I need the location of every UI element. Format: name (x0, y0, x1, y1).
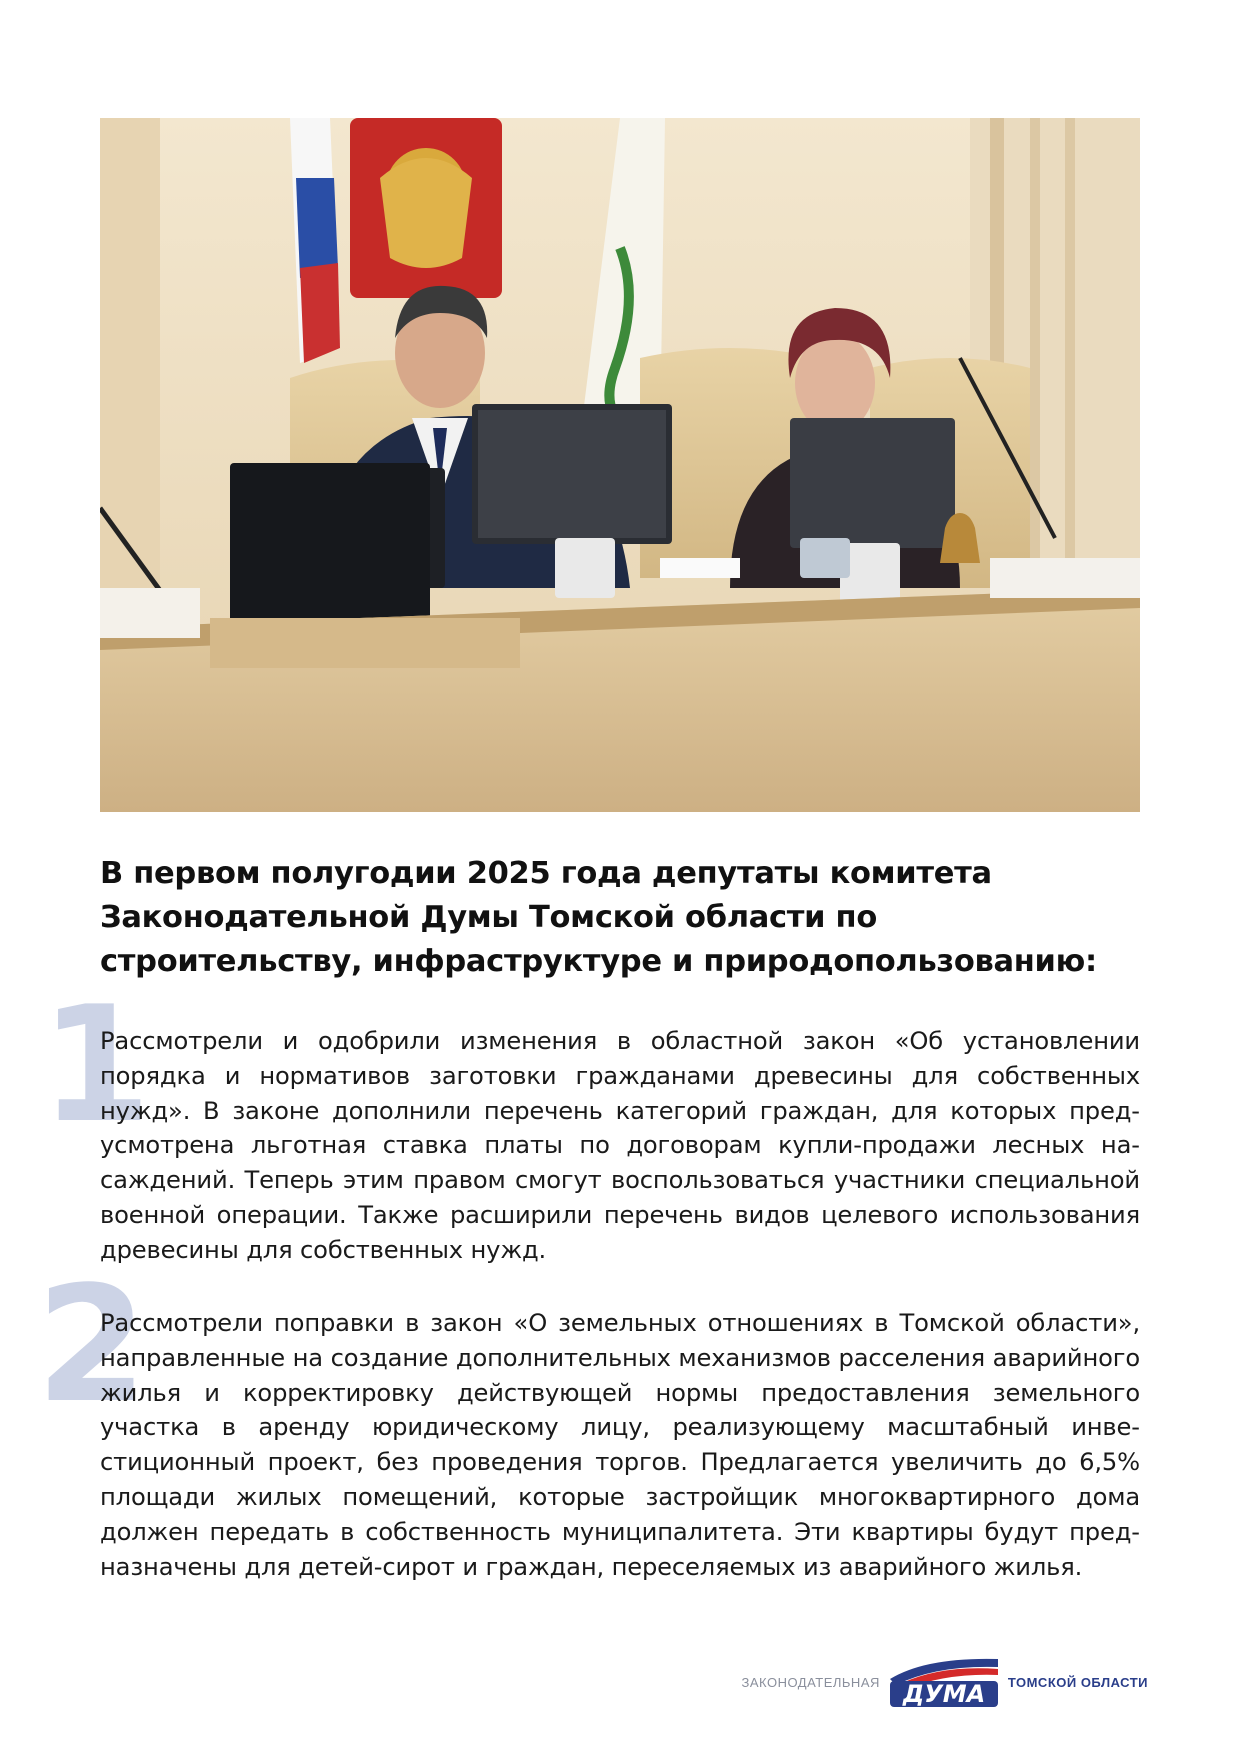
logo-left-text: ЗАКОНОДАТЕЛЬНАЯ (741, 1674, 880, 1690)
duma-logo (742, 1652, 1148, 1712)
item-number-2: 2 (36, 1251, 148, 1438)
logo-word: ДУМА (902, 1680, 986, 1708)
item-text-1: Рассмотрели и одобрили изменения в областной закон «Об установлении порядка и нормативов заготовки гражданами древесины для собственных нужд». В законе дополнили перечень категорий граждан, для которых предусмотрена льготная ставка платы по договорам купли-продажи лесных насаждений. Теперь этим правом смогут воспользоваться участники специальной военной операции. Также расширили перечень видов целевого использования древесины для собственных нужд. (100, 1027, 1140, 1264)
duma-logo-mark (886, 1653, 1002, 1711)
meeting-photo (100, 118, 1140, 812)
item-number-1: 1 (40, 971, 152, 1158)
item-text-2: Рассмотрели поправки в закон «О земельных отношениях в Томской области», направленные на создание дополнительных механизмов расселения аварийного жилья и корректировку действующей нормы предоставления земельного участка в аренду юридическому лицу, реализующему масштабный инвестиционный проект, без проведения торгов. Предлагается увеличить до 6,5% площади жилых помещений, которые застройщик многоквартирного дома должен передать в собственность муниципалитета. Эти квартиры будут предназначены для детей-сирот и граждан, переселяемых из аварийного жилья. (100, 1309, 1140, 1581)
page-heading: В первом полугодии 2025 года депутаты комитета Законодательной Думы Томской области по строительству, инфраструктуре и природопользованию: (100, 856, 1097, 979)
logo-right-text: ТОМСКОЙ ОБЛАСТИ (1007, 1674, 1148, 1690)
meeting-photo-illustration (100, 118, 1140, 812)
